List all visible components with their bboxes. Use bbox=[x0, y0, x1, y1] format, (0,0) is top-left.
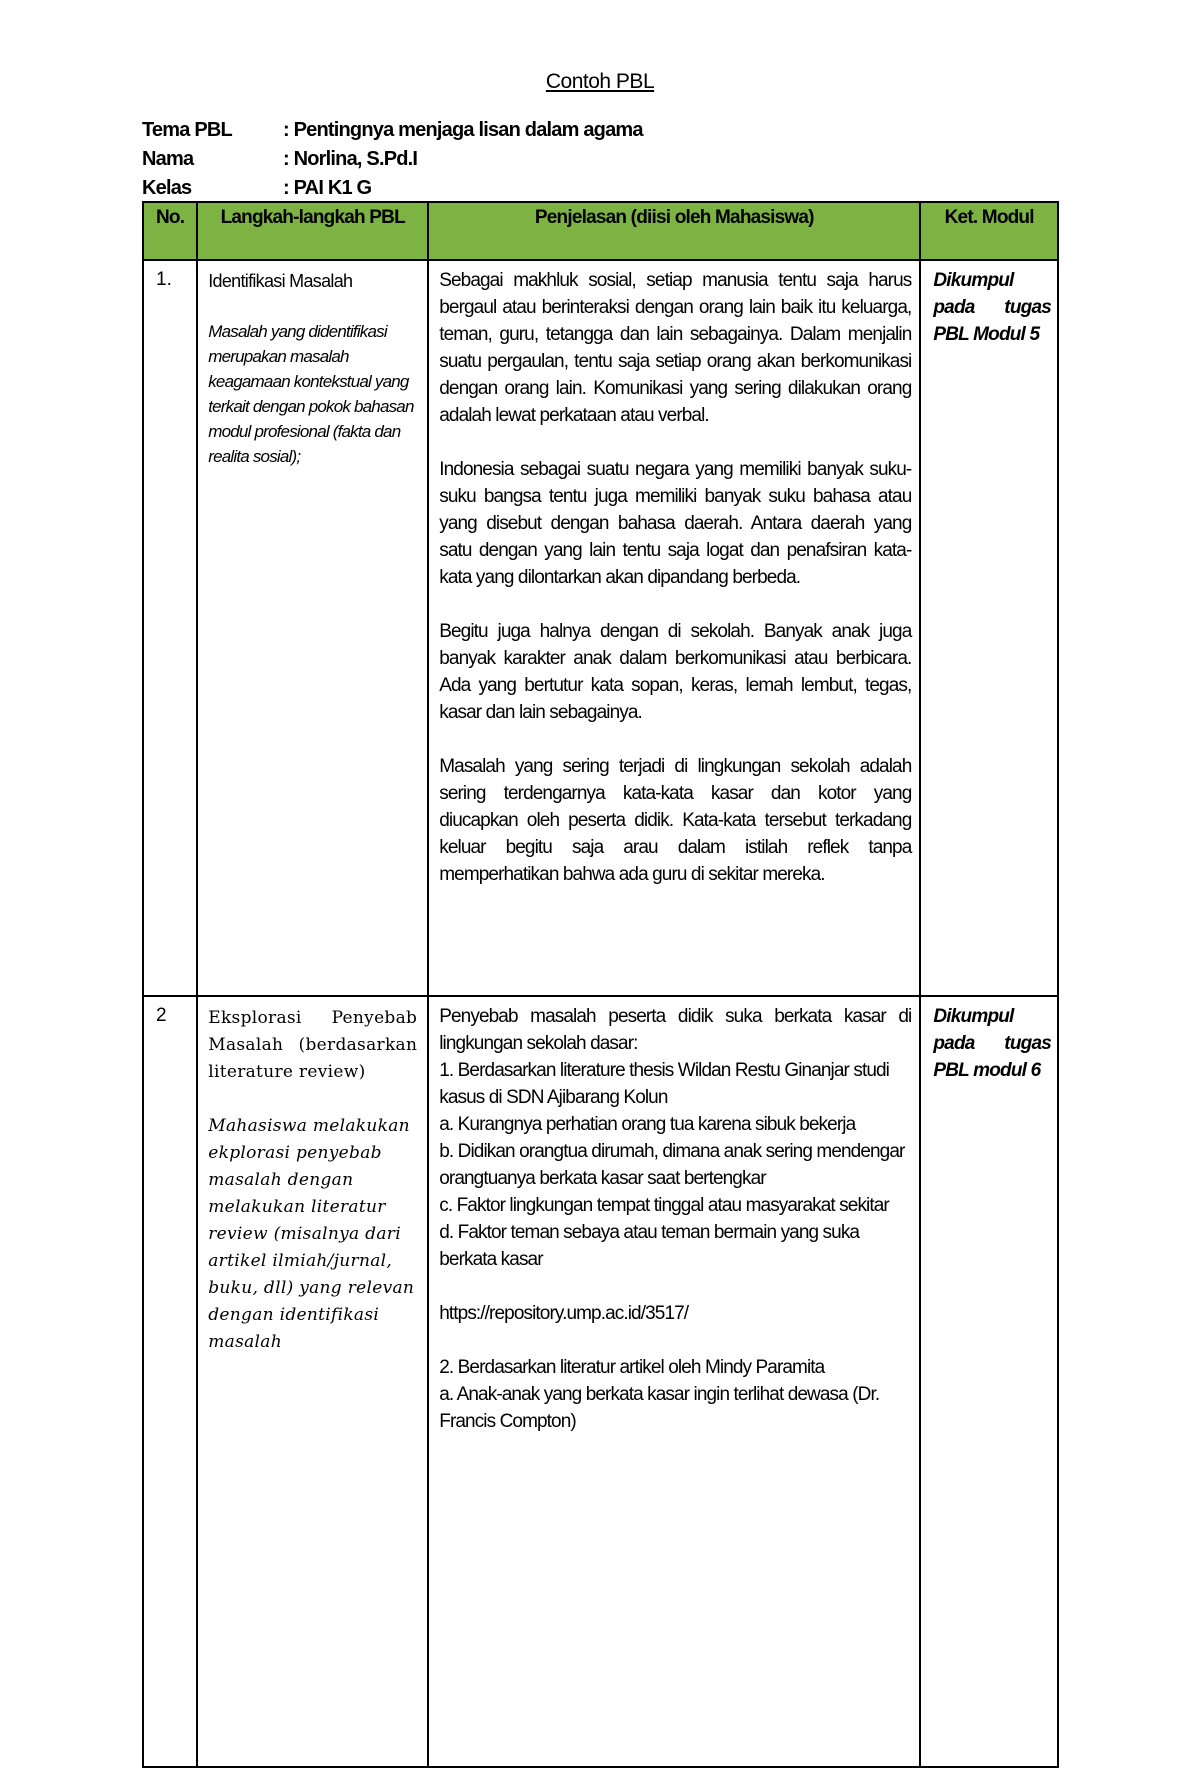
meta-label: Kelas bbox=[142, 177, 192, 199]
document-title: Contoh PBL bbox=[545, 70, 655, 93]
module-note: Dikumpul pada tugas PBL Modul 5 bbox=[920, 260, 1058, 996]
table-row bbox=[143, 260, 1058, 996]
step-title: Identifikasi Masalah bbox=[208, 271, 353, 291]
meta-row-tema bbox=[142, 116, 942, 145]
meta-row-kelas bbox=[142, 174, 942, 203]
meta-label: Nama bbox=[142, 148, 194, 170]
pbl-table bbox=[142, 201, 1059, 1768]
meta-block bbox=[142, 116, 942, 203]
header-ket-modul: Ket. Modul bbox=[920, 202, 1058, 260]
step-cell bbox=[197, 260, 428, 996]
module-note: Dikumpul pada tugas PBL modul 6 bbox=[920, 996, 1058, 1767]
meta-value: : Pentingnya menjaga lisan dalam agama bbox=[283, 119, 643, 141]
explanation-cell bbox=[428, 996, 920, 1767]
list-item: b. Didikan orangtua dirumah, dimana anak sering mendengar orangtuanya berkata kasar saat bertengkar bbox=[439, 1141, 905, 1189]
header-no: No. bbox=[143, 202, 197, 260]
explanation-intro: Penyebab masalah peserta didik suka berkata kasar di lingkungan sekolah dasar: bbox=[439, 1006, 912, 1054]
step-title: Eksplorasi Penyebab Masalah (berdasarkan literature review) bbox=[208, 1008, 418, 1082]
explanation-paragraph: Masalah yang sering terjadi di lingkungan sekolah adalah sering terdengarnya kata-kata kasar dan kotor yang diucapkan oleh peserta didik. Kata-kata tersebut terkadang keluar begitu saja arau dalam istilah reflek tanpa memperhatikan bahwa ada guru di sekitar mereka. bbox=[439, 756, 912, 885]
explanation-paragraph: Indonesia sebagai suatu negara yang memiliki banyak suku-suku bangsa tentu juga memiliki banyak suku bahasa atau yang disebut dengan bahasa daerah. Antara daerah yang satu dengan yang lain tentu saja logat dan penafsiran kata-kata yang dilontarkan akan dipandang berbeda. bbox=[439, 459, 912, 588]
list-item: a. Anak-anak yang berkata kasar ingin terlihat dewasa (Dr. Francis Compton) bbox=[439, 1384, 880, 1432]
explanation-paragraph: Sebagai makhluk sosial, setiap manusia tentu saja harus bergaul atau berinteraksi dengan orang lain baik itu keluarga, teman, guru, tetangga dan lain sebagainya. Dalam menjalin suatu pergaulan, tentu saja setiap orang akan berkomunikasi dengan orang lain. Komunikasi yang sering dilakukan orang adalah lewat perkataan atau verbal. bbox=[439, 270, 912, 426]
meta-row-nama bbox=[142, 145, 942, 174]
list-item: 2. Berdasarkan literatur artikel oleh Mindy Paramita bbox=[439, 1357, 825, 1378]
row-number: 2 bbox=[143, 996, 197, 1767]
explanation-paragraph: Begitu juga halnya dengan di sekolah. Banyak anak juga banyak karakter anak dalam berkomunikasi atau berbicara. Ada yang bertutur kata sopan, keras, lemah lembut, tegas, kasar dan lain sebagainya. bbox=[439, 621, 912, 723]
header-penjelasan: Penjelasan (diisi oleh Mahasiswa) bbox=[428, 202, 920, 260]
meta-value: : PAI K1 G bbox=[283, 177, 372, 199]
reference-link[interactable]: https://repository.ump.ac.id/3517/ bbox=[439, 1303, 689, 1324]
step-description: Mahasiswa melakukan ekplorasi penyebab masalah dengan melakukan literatur review (misalnya dari artikel ilmiah/jurnal, buku, dll) yang relevan dengan identifikasi masalah bbox=[208, 1116, 415, 1352]
table-row bbox=[143, 996, 1058, 1767]
explanation-cell bbox=[428, 260, 920, 996]
list-item: a. Kurangnya perhatian orang tua karena sibuk bekerja bbox=[439, 1114, 856, 1135]
list-item: c. Faktor lingkungan tempat tinggal atau masyarakat sekitar bbox=[439, 1195, 889, 1216]
meta-value: : Norlina, S.Pd.I bbox=[283, 148, 418, 170]
literature-list-2 bbox=[439, 1354, 911, 1435]
table-header-row bbox=[143, 202, 1058, 260]
list-item: 1. Berdasarkan literature thesis Wildan Restu Ginanjar studi kasus di SDN Ajibarang Kolun bbox=[439, 1060, 889, 1108]
step-description: Masalah yang didentifikasi merupakan masalah keagamaan kontekstual yang terkait dengan pokok bahasan modul profesional (fakta dan realita sosial); bbox=[208, 322, 414, 466]
step-cell bbox=[197, 996, 428, 1767]
list-item: d. Faktor teman sebaya atau teman bermain yang suka berkata kasar bbox=[439, 1222, 860, 1270]
row-number: 1. bbox=[143, 260, 197, 996]
header-langkah: Langkah-langkah PBL bbox=[197, 202, 428, 260]
literature-list-1 bbox=[439, 1057, 911, 1273]
meta-label: Tema PBL bbox=[142, 119, 232, 141]
